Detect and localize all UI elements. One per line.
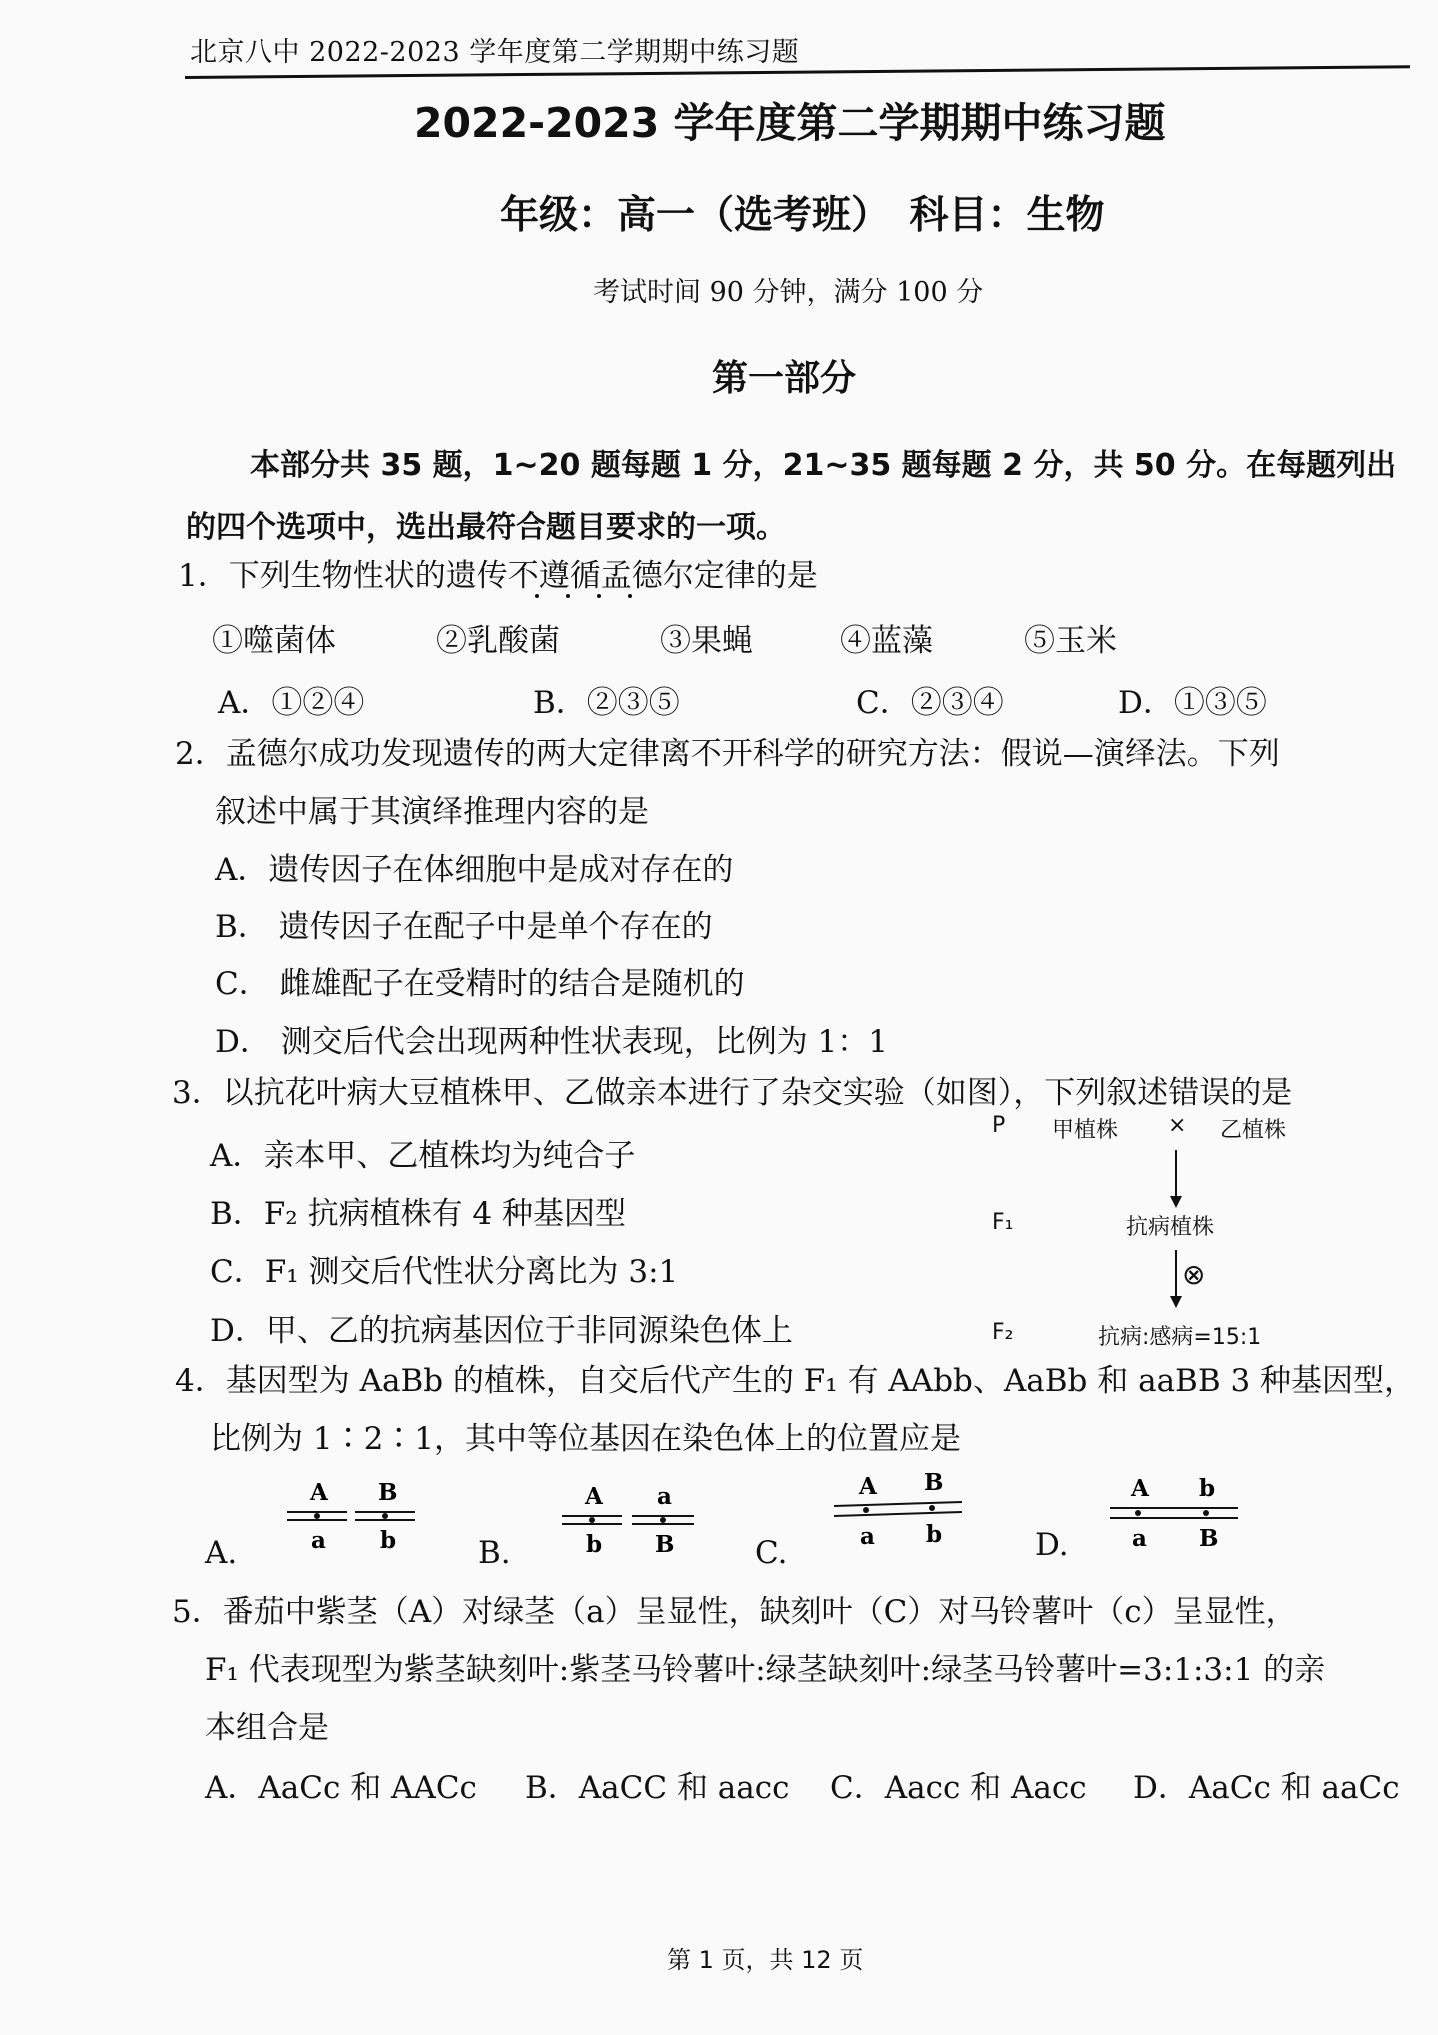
emphasis-dot bbox=[566, 594, 570, 598]
gene-label: a bbox=[1132, 1525, 1147, 1552]
gene-label: A bbox=[585, 1483, 603, 1510]
q5-option-b[interactable]: B．AaCC 和 aacc bbox=[525, 1770, 790, 1806]
emphasis-dot bbox=[597, 594, 601, 598]
gene-label: B bbox=[1199, 1525, 1219, 1552]
gene-label: B bbox=[924, 1472, 944, 1496]
q4-option-c-chromosomes[interactable] bbox=[832, 1472, 967, 1552]
gene-label: A bbox=[1131, 1475, 1149, 1502]
q3-stem: 3．以抗花叶病大豆植株甲、乙做亲本进行了杂交实验（如图），下列叙述错误的是 bbox=[172, 1075, 1293, 1111]
page-title: 2022-2023 学年度第二学期期中练习题 bbox=[414, 99, 1166, 147]
q1-stem: 1．下列生物性状的遗传不遵循孟德尔定律的是 bbox=[178, 558, 818, 594]
running-header: 北京八中 2022-2023 学年度第二学期期中练习题 bbox=[190, 37, 800, 68]
gene-label: a bbox=[860, 1523, 875, 1550]
q2-option-b[interactable]: B． 遗传因子在配子中是单个存在的 bbox=[215, 909, 713, 945]
q1-option-c[interactable]: C．②③④ bbox=[856, 685, 1004, 721]
gene-label: A bbox=[310, 1479, 328, 1506]
q4-option-b-label[interactable]: B. bbox=[478, 1535, 511, 1571]
q1-option-a[interactable]: A．①②④ bbox=[218, 685, 365, 721]
fig-f2-text: 抗病:感病=15:1 bbox=[1098, 1325, 1262, 1350]
q4-stem-2: 比例为 1∶2∶1，其中等位基因在染色体上的位置应是 bbox=[210, 1421, 962, 1457]
q3-option-b[interactable]: B．F₂ 抗病植株有 4 种基因型 bbox=[210, 1196, 627, 1232]
gene-label: b bbox=[380, 1527, 397, 1554]
gene-label: B bbox=[655, 1531, 675, 1558]
q1-option-d[interactable]: D．①③⑤ bbox=[1118, 685, 1267, 721]
q3-option-d[interactable]: D．甲、乙的抗病基因位于非同源染色体上 bbox=[210, 1313, 793, 1349]
gene-label: A bbox=[859, 1473, 877, 1500]
q2-stem-2: 叙述中属于其演绎推理内容的是 bbox=[215, 794, 649, 830]
emphasis-dot bbox=[535, 594, 539, 598]
q4-option-d-label[interactable]: D. bbox=[1035, 1527, 1069, 1563]
q4-option-a-chromosomes[interactable] bbox=[285, 1478, 420, 1558]
q4-option-b-chromosomes[interactable] bbox=[560, 1482, 700, 1562]
q5-stem-2: F₁ 代表现型为紫茎缺刻叶:紫茎马铃薯叶:绿茎缺刻叶:绿茎马铃薯叶=3:1:3:1 的亲 bbox=[205, 1652, 1326, 1688]
gene-label: a bbox=[657, 1483, 672, 1510]
emphasis-dot bbox=[628, 594, 632, 598]
gene-label: b bbox=[926, 1521, 943, 1548]
q4-option-c-label[interactable]: C. bbox=[755, 1535, 788, 1571]
q2-option-a[interactable]: A．遗传因子在体细胞中是成对存在的 bbox=[215, 852, 734, 888]
gene-label: b bbox=[1199, 1475, 1216, 1502]
q2-stem-1: 2．孟德尔成功发现遗传的两大定律离不开科学的研究方法：假说—演绎法。下列 bbox=[175, 736, 1280, 772]
q5-stem-1: 5．番茄中紫茎（A）对绿茎（a）呈显性，缺刻叶（C）对马铃薯叶（c）呈显性， bbox=[172, 1594, 1297, 1630]
q1-item: ⑤玉米 bbox=[1024, 623, 1117, 659]
page-number: 第 1 页，共 12 页 bbox=[667, 1946, 864, 1974]
fig-parent-a: 甲植株 bbox=[1052, 1118, 1119, 1143]
q4-option-a-label[interactable]: A. bbox=[205, 1535, 238, 1571]
q3-option-c[interactable]: C．F₁ 测交后代性状分离比为 3:1 bbox=[210, 1254, 679, 1290]
fig-p-label: P bbox=[992, 1113, 1006, 1138]
q3-option-a[interactable]: A．亲本甲、乙植株均为纯合子 bbox=[210, 1138, 636, 1174]
q1-option-b[interactable]: B．②③⑤ bbox=[533, 685, 680, 721]
q1-item: ②乳酸菌 bbox=[436, 623, 560, 659]
q4-option-d-chromosomes[interactable] bbox=[1108, 1474, 1243, 1554]
fig-f2-label: F₂ bbox=[992, 1320, 1014, 1345]
fig-selfing-symbol: ⊗ bbox=[1182, 1258, 1206, 1291]
fig-f1-label: F₁ bbox=[992, 1210, 1014, 1235]
q1-item: ④蓝藻 bbox=[840, 623, 933, 659]
q1-item: ③果蝇 bbox=[660, 623, 753, 659]
q5-stem-3: 本组合是 bbox=[205, 1710, 329, 1746]
exam-info: 考试时间 90 分钟，满分 100 分 bbox=[593, 277, 984, 308]
intro-line-2: 的四个选项中，选出最符合题目要求的一项。 bbox=[186, 510, 786, 545]
q5-option-c[interactable]: C．Aacc 和 Aacc bbox=[830, 1770, 1087, 1806]
intro-line-1: 本部分共 35 题，1~20 题每题 1 分，21~35 题每题 2 分，共 50 分。在每题列出 bbox=[250, 448, 1397, 483]
gene-label: B bbox=[378, 1479, 398, 1506]
q1-item: ①噬菌体 bbox=[212, 623, 336, 659]
gene-label: a bbox=[311, 1527, 326, 1554]
section-title: 第一部分 bbox=[712, 358, 857, 399]
fig-f1-text: 抗病植株 bbox=[1126, 1215, 1215, 1240]
q2-option-d[interactable]: D． 测交后代会出现两种性状表现，比例为 1：1 bbox=[215, 1024, 889, 1060]
fig-cross: × bbox=[1168, 1113, 1187, 1138]
q5-option-a[interactable]: A．AaCc 和 AACc bbox=[205, 1770, 477, 1806]
q5-option-d[interactable]: D．AaCc 和 aaCc bbox=[1133, 1770, 1400, 1806]
grade-subject: 年级：高一（选考班） 科目：生物 bbox=[500, 193, 1105, 238]
fig-parent-b: 乙植株 bbox=[1220, 1118, 1287, 1143]
gene-label: b bbox=[586, 1531, 603, 1558]
q4-stem-1: 4．基因型为 AaBb 的植株，自交后代产生的 F₁ 有 AAbb、AaBb 和 aaBB 3 种基因型， bbox=[175, 1363, 1416, 1399]
q2-option-c[interactable]: C． 雌雄配子在受精时的结合是随机的 bbox=[215, 966, 745, 1002]
fig-arrow-down bbox=[1164, 1150, 1188, 1210]
